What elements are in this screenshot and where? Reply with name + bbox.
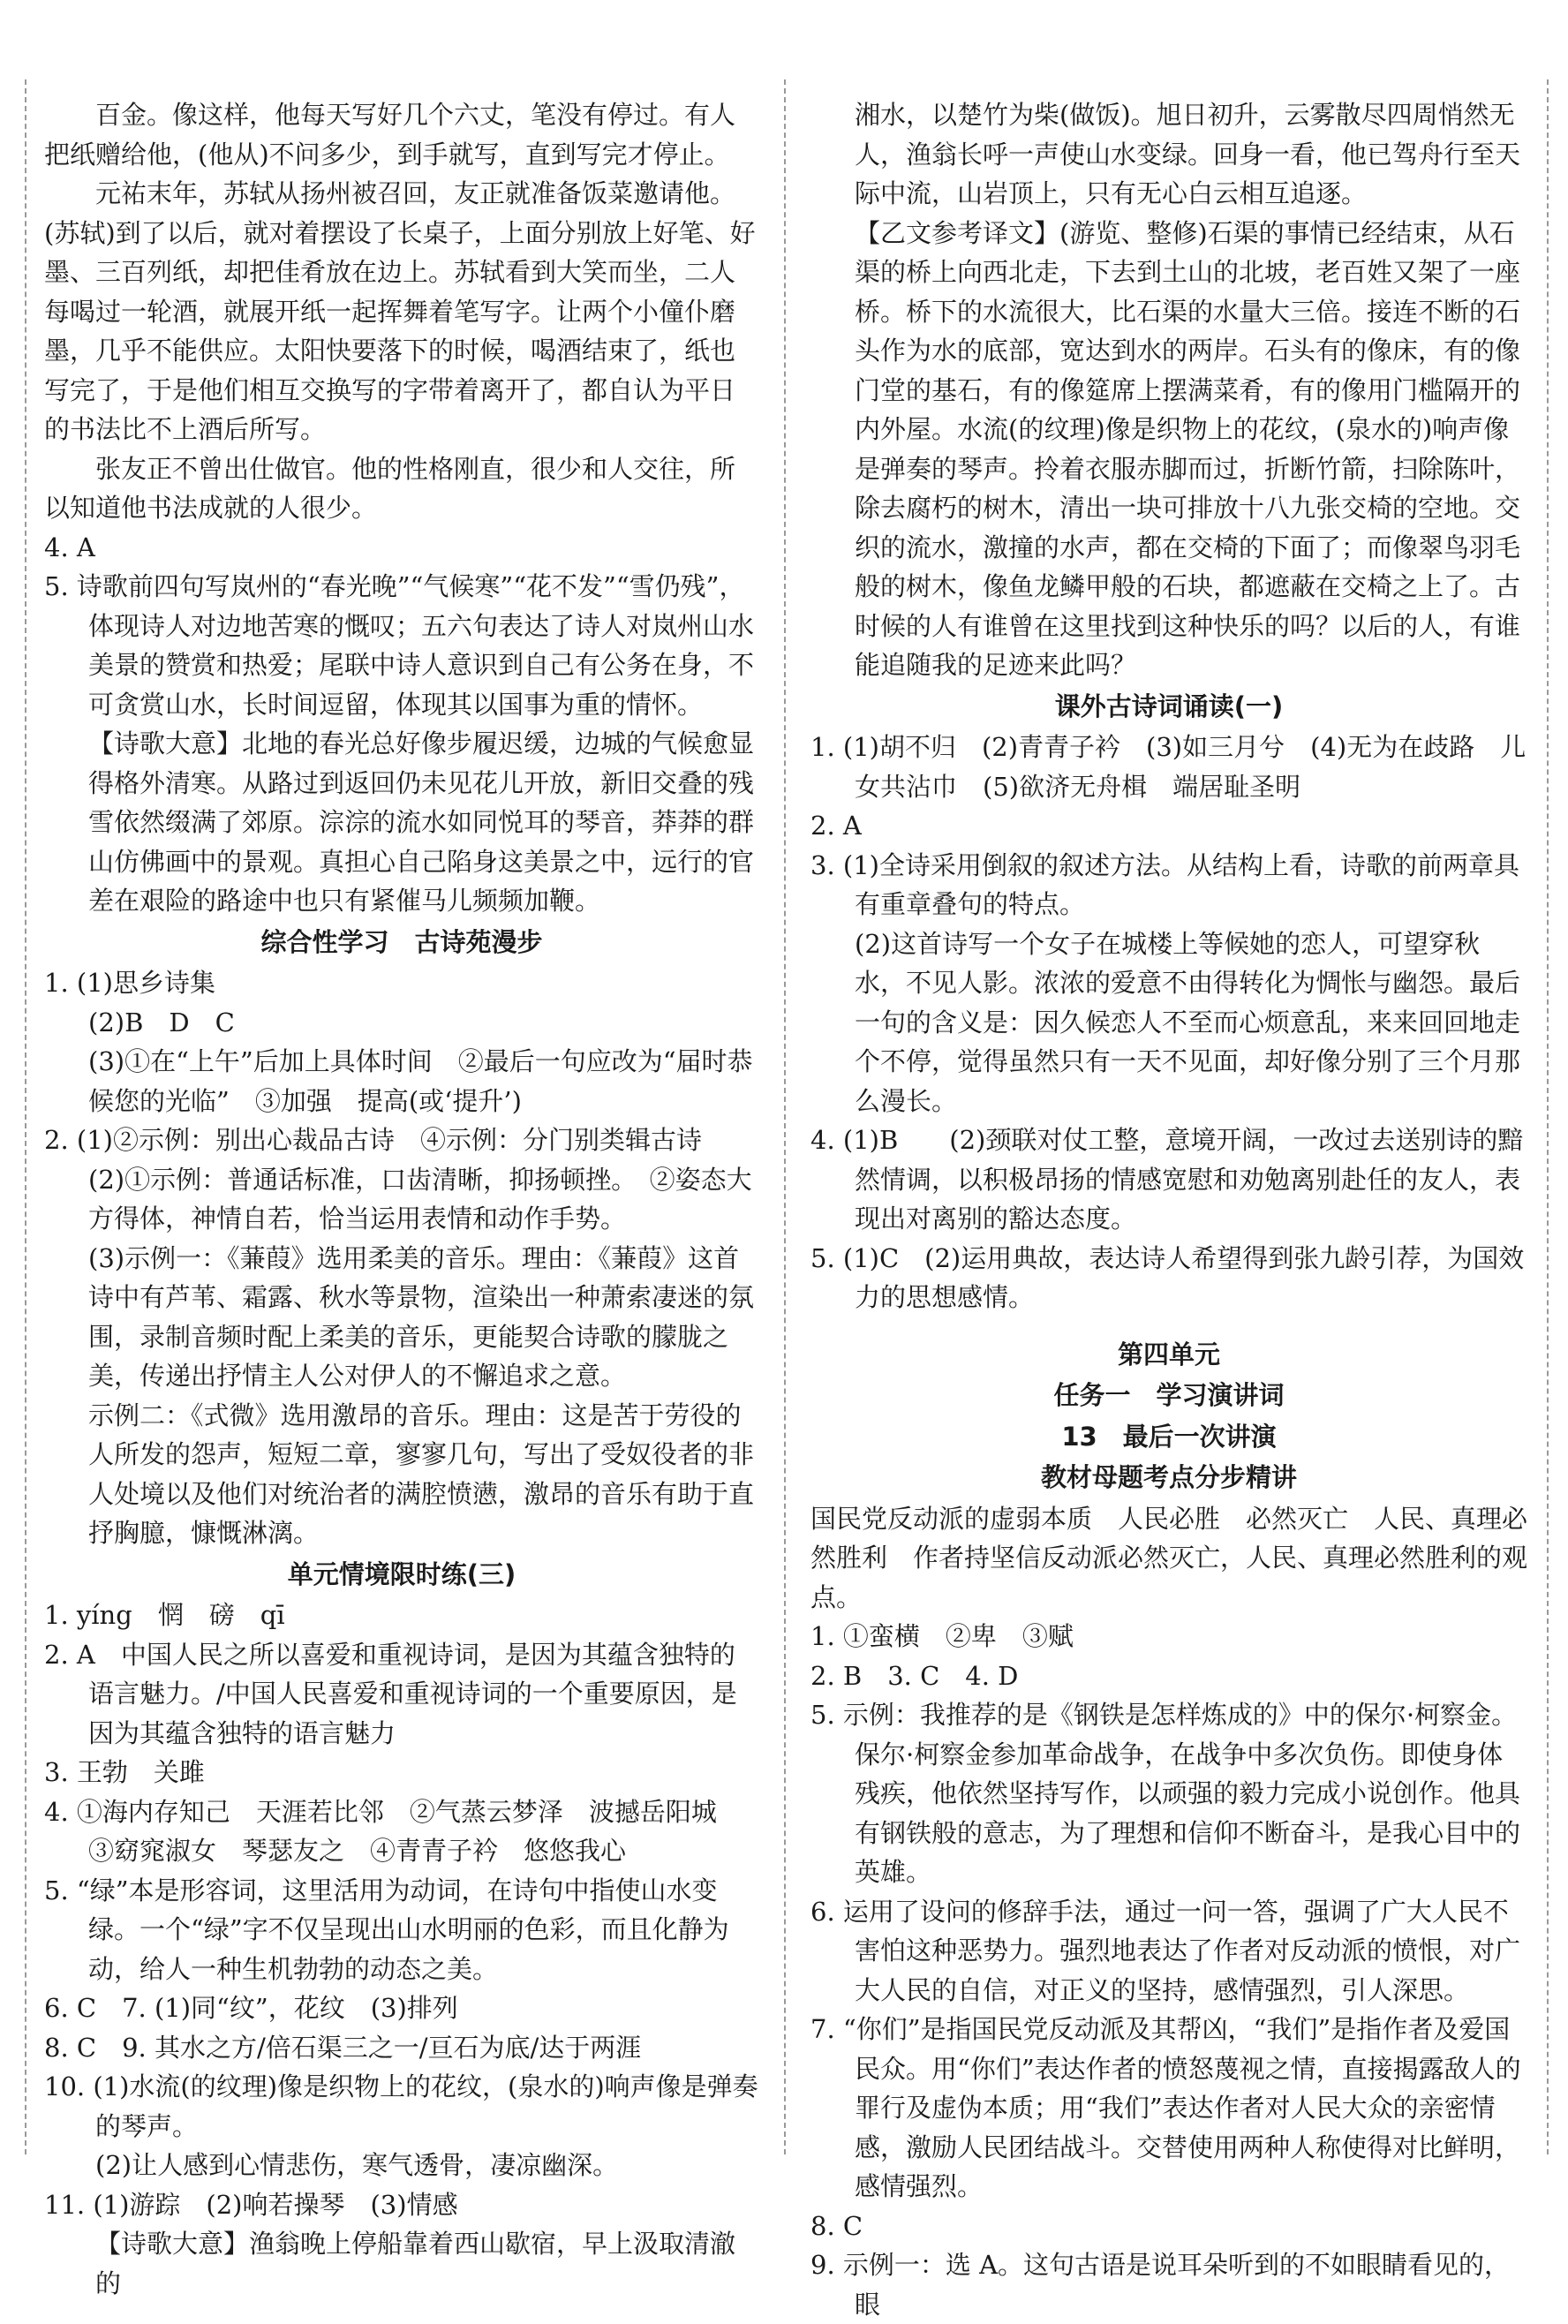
left-margin-line	[25, 79, 26, 2154]
answer-4: 4. (1)B (2)颈联对仗工整，意境开阔，一改过去送别诗的黯然情调，以积极昂扬的情感宽慰和劝勉离别赴任的友人，表现出对离别的豁达态度。	[810, 1125, 1524, 1234]
sub-heading: 教材母题考点分步精讲	[1040, 1462, 1297, 1492]
answer-8-9: 8. C 9. 其水之方/倍石渠三之一/亘石为底/达于两涯	[44, 2032, 642, 2063]
answer-9: 9. 示例一：选 A。这句古语是说耳朵听到的不如眼睛看见的，眼	[810, 2250, 1511, 2320]
answer-10-2: (2)让人感到心情悲伤，寒气透骨，凄凉幽深。	[95, 2150, 619, 2180]
answer-2-4: 2. B 3. C 4. D	[810, 1660, 1019, 1691]
section-heading: 课外古诗词诵读(一)	[1054, 690, 1284, 721]
answer-2-3: (3)示例一：《蒹葭》选用柔美的音乐。理由：《蒹葭》这首诗中有芦苇、霜露、秋水等景物，渲染出一种萧索凄迷的氛围，录制音频时配上柔美的音乐，更能契合诗歌的朦胧之美，传递出抒情主人公对伊人的不懈追求之意。	[88, 1242, 755, 1391]
answer-8: 8. C	[810, 2210, 863, 2241]
answer-6: 6. 运用了设问的修辞手法，通过一问一答，强调了广大人民不害怕这种恶势力。强烈地表达了作者对反动派的愤恨，对广大人民的自信，对正义的坚持，感情强烈，引人深思。	[810, 1896, 1521, 2005]
answer-1: 1. yíng 惘 磅 qī	[44, 1600, 285, 1630]
translation: 【乙文参考译文】(游览、整修)石渠的事情已经结束，从石渠的桥上向西北走，下去到土山的北坡，老百姓又架了一座桥。桥下的水流很大，比石渠的水量大三倍。接连不断的石头作为水的底部，宽达到水的两岸。石头有的像床，有的像门堂的基石，有的像筵席上摆满菜肴，有的像用门槛隔开的内外屋。水流(的纹理)像是织物上的花纹，(泉水的)响声像是弹奏的琴声。拎着衣服赤脚而过，折断竹箭，扫除陈叶，除去腐朽的树木，清出一块可排放十八九张交椅的空地。交织的流水，激撞的水声，都在交椅的下面了；而像翠鸟羽毛般的树木，像鱼龙鳞甲般的石块，都遮蔽在交椅之上了。古时候的人有谁曾在这里找到这种快乐的吗？以后的人，有谁能追随我的足迹来此吗？	[855, 217, 1521, 680]
answer-1-3: (3)①在“上午”后加上具体时间 ②最后一句应改为“届时恭候您的光临” ③加强 提高(或‘提升’)	[88, 1046, 753, 1116]
answer-2: 2. (1)②示例：别出心裁品古诗 ④示例：分门别类辑古诗	[44, 1125, 702, 1155]
answer-4: 4. A	[44, 532, 95, 562]
paragraph: 元祐末年，苏轼从扬州被召回，友正就准备饭菜邀请他。(苏轼)到了以后，就对着摆设了长桌子，上面分别放上好笔、好墨、三百列纸，却把佳肴放在边上。苏轼看到大笑而坐，二人每喝过一轮酒，就展开纸一起挥舞着笔写字。让两个小僮仆磨墨，几乎不能供应。太阳快要落下的时候，喝酒结束了，纸也写完了，于是他们相互交换写的字带着离开了，都自认为平日的书法比不上酒后所写。	[44, 178, 756, 444]
answer-5: 5. 示例：我推荐的是《钢铁是怎样炼成的》中的保尔·柯察金。保尔·柯察金参加革命战争，在战争中多次负伤。即使身体残疾，他依然坚持写作，以顽强的毅力完成小说创作。他具有钢铁般的意志，为了理想和信仰不断奋斗，是我心目中的英雄。	[810, 1700, 1521, 1887]
answer-1: 1. (1)胡不归 (2)青青子衿 (3)如三月兮 (4)无为在歧路 儿女共沾巾 (5)欲济无舟楫 端居耻圣明	[810, 732, 1527, 802]
paragraph: 张友正不曾出仕做官。他的性格刚直，很少和人交往，所以知道他书法成就的人很少。	[44, 453, 736, 523]
answer-1: 1. (1)思乡诗集	[44, 968, 215, 998]
task-heading: 任务一 学习演讲词	[1053, 1380, 1285, 1410]
answer-6-7: 6. C 7. (1)同“纹”，花纹 (3)排列	[44, 1993, 458, 2023]
answer-3: 3. 王勃 关雎	[44, 1757, 205, 1787]
answer-7: 7. “你们”是指国民党反动派及其帮凶，“我们”是指作者及爱国民众。用“你们”表达作者的愤怒蔑视之情，直接揭露敌人的罪行及虚伪本质；用“我们”表达作者对人民大众的亲密情感，激励人民团结战斗。交替使用两种人称使得对比鲜明，感情强烈。	[810, 2014, 1521, 2201]
answer-4-b: ③窈窕淑女 琴瑟友之 ④青青子衿 悠悠我心	[88, 1836, 627, 1866]
answer-1-2: (2)B D C	[88, 1007, 235, 1038]
left-column	[44, 95, 759, 2303]
paragraph: 湘水，以楚竹为柴(做饭)。旭日初升，云雾散尽四周悄然无人，渔翁长呼一声使山水变绿。回身一看，他已驾舟行至天际中流，山岩顶上，只有无心白云相互追逐。	[855, 100, 1521, 208]
lesson-heading: 13 最后一次讲演	[1061, 1421, 1277, 1452]
paragraph: 百金。像这样，他每天写好几个六丈，笔没有停过。有人把纸赠给他，(他从)不问多少，到手就写，直到写完才停止。	[44, 100, 736, 170]
unit-heading: 第四单元	[1117, 1339, 1220, 1370]
answer-10: 10. (1)水流(的纹理)像是织物上的花纹，(泉水的)响声像是弹奏的琴声。	[44, 2071, 758, 2141]
answer-5: 5. “绿”本是形容词，这里活用为动词，在诗句中指使山水变绿。一个“绿”字不仅呈现出山水明丽的色彩，而且化静为动，给人一种生机勃勃的动态之美。	[44, 1875, 729, 1984]
answer-3: 3. (1)全诗采用倒叙的叙述方法。从结构上看，诗歌的前两章具有重章叠句的特点。	[810, 849, 1519, 919]
answer-4: 4. ①海内存知己 天涯若比邻 ②气蒸云梦泽 波撼岳阳城	[44, 1796, 717, 1827]
column-divider	[784, 79, 786, 2154]
answer-5: 5. (1)C (2)运用典故，表达诗人希望得到张九龄引荐，为国效力的思想感情。	[810, 1242, 1525, 1312]
section-heading: 单元情境限时练(三)	[287, 1558, 516, 1589]
poem-meaning: 【诗歌大意】渔翁晚上停船靠着西山歇宿，早上汲取清澈的	[95, 2229, 736, 2298]
right-margin-line	[1547, 79, 1549, 2154]
answer-2-2: (2)①示例：普通话标准，口齿清晰，抑扬顿挫。 ②姿态大方得体，神情自若，恰当运用表情和动作手势。	[88, 1164, 752, 1234]
answer-11: 11. (1)游踪 (2)响若操琴 (3)情感	[44, 2189, 458, 2220]
answer-1: 1. ①蛮横 ②卑 ③赋	[810, 1621, 1074, 1651]
right-column	[810, 95, 1527, 2324]
answer-2-3-example2: 示例二：《式微》选用激昂的音乐。理由：这是苦于劳役的人所发的怨声，短短二章，寥寥几句，写出了受奴役者的非人处境以及他们对统治者的满腔愤懑，激昂的音乐有助于直抒胸臆，慷慨淋漓。	[88, 1400, 755, 1548]
paragraph: 国民党反动派的虚弱本质 人民必胜 必然灭亡 人民、真理必然胜利 作者持坚信反动派必然灭亡，人民、真理必然胜利的观点。	[810, 1503, 1528, 1612]
answer-2: 2. A 中国人民之所以喜爱和重视诗词，是因为其蕴含独特的语言魅力。/中国人民喜爱和重视诗词的一个重要原因，是因为其蕴含独特的语言魅力	[44, 1639, 737, 1748]
answer-2: 2. A	[810, 811, 862, 841]
answer-3-2: (2)这首诗写一个女子在城楼上等候她的恋人，可望穿秋水，不见人影。浓浓的爱意不由得转化为惆怅与幽怨。最后一句的含义是：因久候恋人不至而心烦意乱，来来回回地走个不停，觉得虽然只有一天不见面，却好像分别了三个月那么漫长。	[855, 928, 1521, 1116]
answer-5: 5. 诗歌前四句写岚州的“春光晚”“气候寒”“花不发”“雪仍残”，体现诗人对边地苦寒的慨叹；五六句表达了诗人对岚州山水美景的赞赏和热爱；尾联中诗人意识到自己有公务在身，不可贪赏山水，长时间逗留，体现其以国事为重的情怀。	[44, 571, 755, 720]
section-heading: 综合性学习 古诗苑漫步	[260, 926, 543, 957]
poem-meaning: 【诗歌大意】北地的春光总好像步履迟缓，边城的气候愈显得格外清寒。从路过到返回仍未见花儿开放，新旧交叠的残雪依然缀满了郊原。淙淙的流水如同悦耳的琴音，莽莽的群山仿佛画中的景观。真担心自己陷身这美景之中，远行的官差在艰险的路途中也只有紧催马儿频频加鞭。	[88, 728, 755, 916]
